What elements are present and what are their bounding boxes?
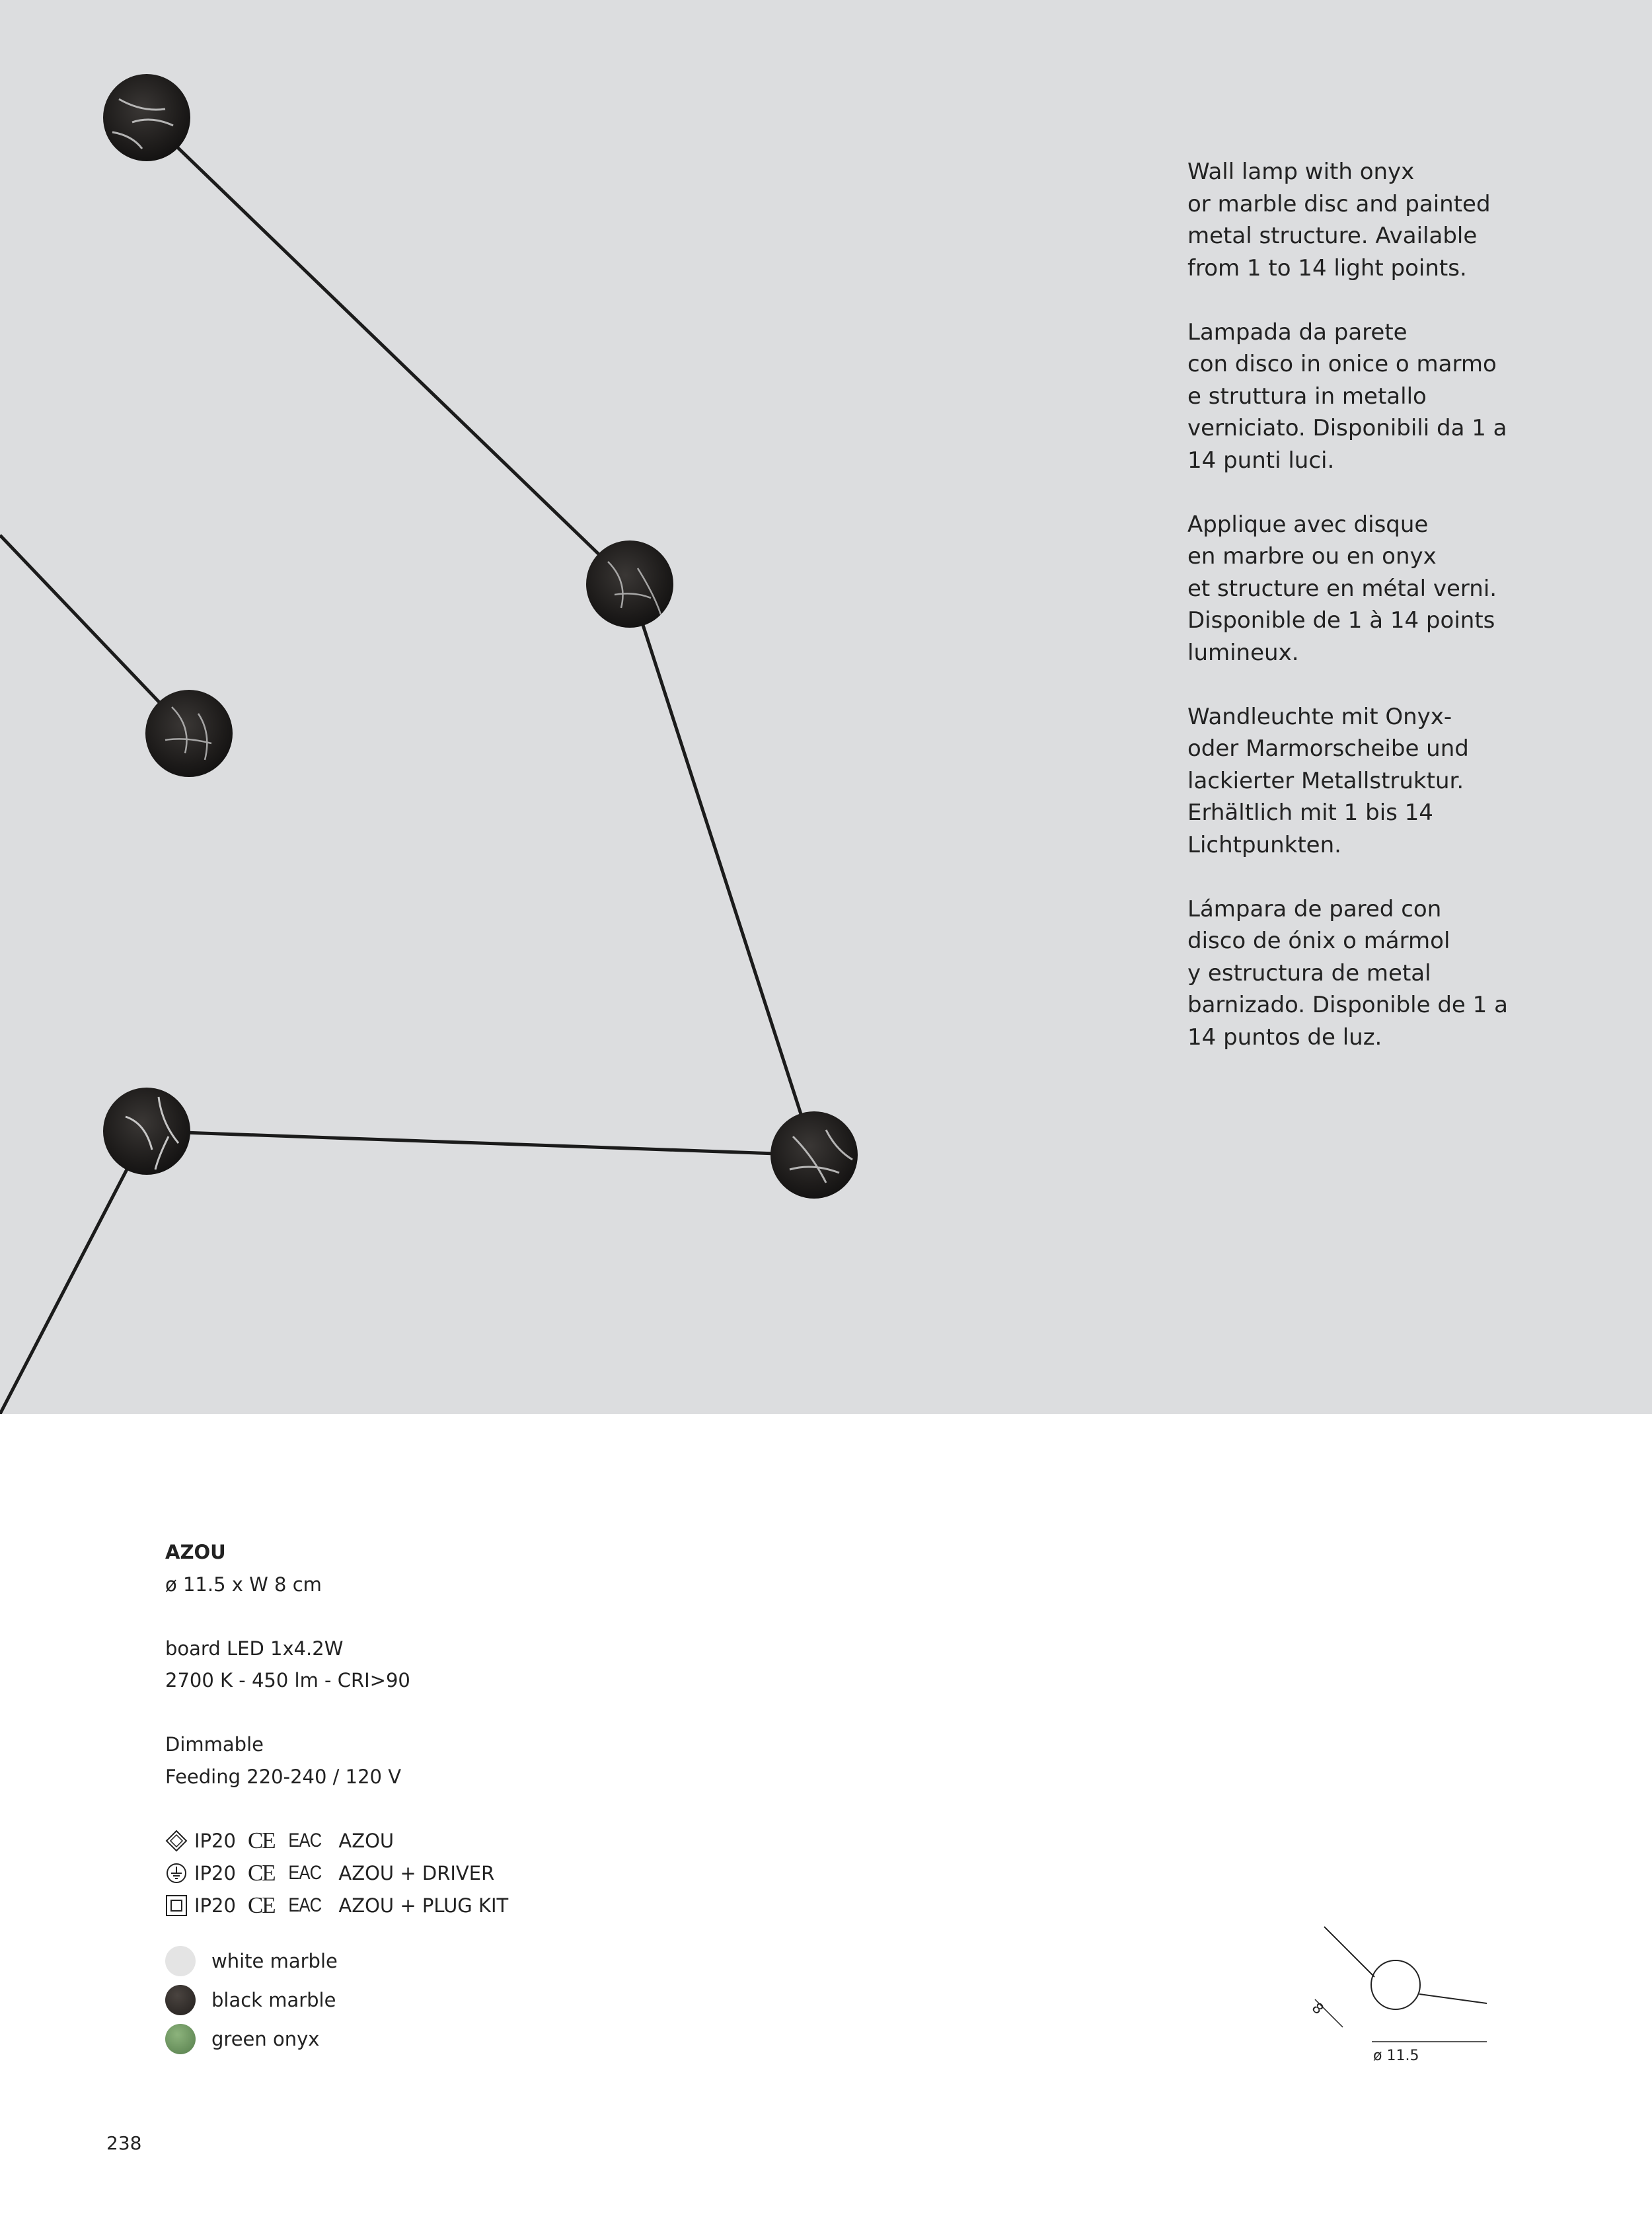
finish-item: [165, 1942, 508, 1981]
product-dimensions: ø 11.5 x W 8 cm: [165, 1573, 322, 1596]
certification-row: [165, 1857, 508, 1890]
ip-rating: IP20: [194, 1861, 236, 1884]
certification-label: AZOU + DRIVER: [338, 1861, 495, 1884]
marble-discs: [103, 74, 858, 1199]
certification-row: [165, 1890, 508, 1922]
rod: [630, 584, 814, 1155]
earth-ground-icon: [165, 1862, 188, 1884]
depth-label: 8: [1308, 1999, 1327, 2019]
light-source: board LED 1x4.2W: [165, 1637, 344, 1660]
product-name: AZOU: [165, 1541, 226, 1563]
rod: [0, 1131, 147, 1414]
rod: [147, 1131, 814, 1155]
finish-item: [165, 2020, 508, 2059]
ce-mark: CE: [247, 1859, 275, 1886]
certification-label: AZOU: [338, 1829, 394, 1852]
description-es: Lámpara de pared con disco de ónix o mármol y estructura de metal barnizado. Disponible de 1 a 14 puntos de luz.: [1187, 895, 1508, 1051]
finish-swatch: [165, 2024, 196, 2054]
marble-disc: [770, 1111, 858, 1199]
marble-disc: [586, 540, 673, 628]
feeding-label: Feeding 220-240 / 120 V: [165, 1765, 402, 1788]
description-de: Wandleuchte mit Onyx- oder Marmorscheibe und lackierter Metallstruktur. Erhältlich mit 1 bis 14 Lichtpunkten.: [1187, 703, 1469, 858]
finish-label: black marble: [211, 1988, 336, 2011]
marble-disc: [145, 690, 233, 777]
marble-disc: [103, 1088, 190, 1175]
certification-list: [165, 1825, 508, 1922]
eac-mark: EAC: [288, 1861, 321, 1884]
page-number: 238: [106, 2132, 142, 2154]
ce-mark: CE: [247, 1827, 275, 1853]
technical-drawing: [1295, 1916, 1507, 2071]
rod: [147, 118, 630, 584]
finish-list: [165, 1942, 508, 2059]
ip-rating: IP20: [194, 1894, 236, 1917]
certification-label: AZOU + PLUG KIT: [338, 1894, 509, 1917]
description-en: Wall lamp with onyx or marble disc and painted metal structure. Available from 1 to 14 light points.: [1187, 159, 1491, 281]
class-ii-insulation-icon: [165, 1830, 188, 1852]
finish-swatch: [165, 1985, 196, 2015]
ip-rating: IP20: [194, 1829, 236, 1852]
eac-mark: EAC: [288, 1894, 321, 1916]
finish-label: white marble: [211, 1949, 338, 1972]
finish-swatch: [165, 1946, 196, 1976]
product-specs: [165, 1536, 508, 2059]
certification-row: [165, 1825, 508, 1857]
marble-disc: [103, 74, 190, 161]
double-insulation-icon: [165, 1894, 188, 1917]
diameter-label: ø 11.5: [1373, 2048, 1419, 2064]
eac-mark: EAC: [288, 1829, 321, 1851]
light-spec: 2700 K - 450 lm - CRI>90: [165, 1669, 410, 1691]
dimmable-label: Dimmable: [165, 1733, 264, 1756]
ce-mark: CE: [247, 1892, 275, 1918]
description-fr: Applique avec disque en marbre ou en onyx et structure en métal verni. Disponible de 1 à 14 points lumineux.: [1187, 511, 1497, 666]
description-it: Lampada da parete con disco in onice o marmo e struttura in metallo verniciato. Disponibili da 1 a 14 punti luci.: [1187, 318, 1507, 474]
finish-label: green onyx: [211, 2027, 320, 2050]
dimension-diagram: [1295, 1916, 1507, 2068]
finish-item: [165, 1981, 508, 2020]
product-description: [1187, 156, 1610, 1086]
lamp-rods: [0, 118, 814, 1414]
